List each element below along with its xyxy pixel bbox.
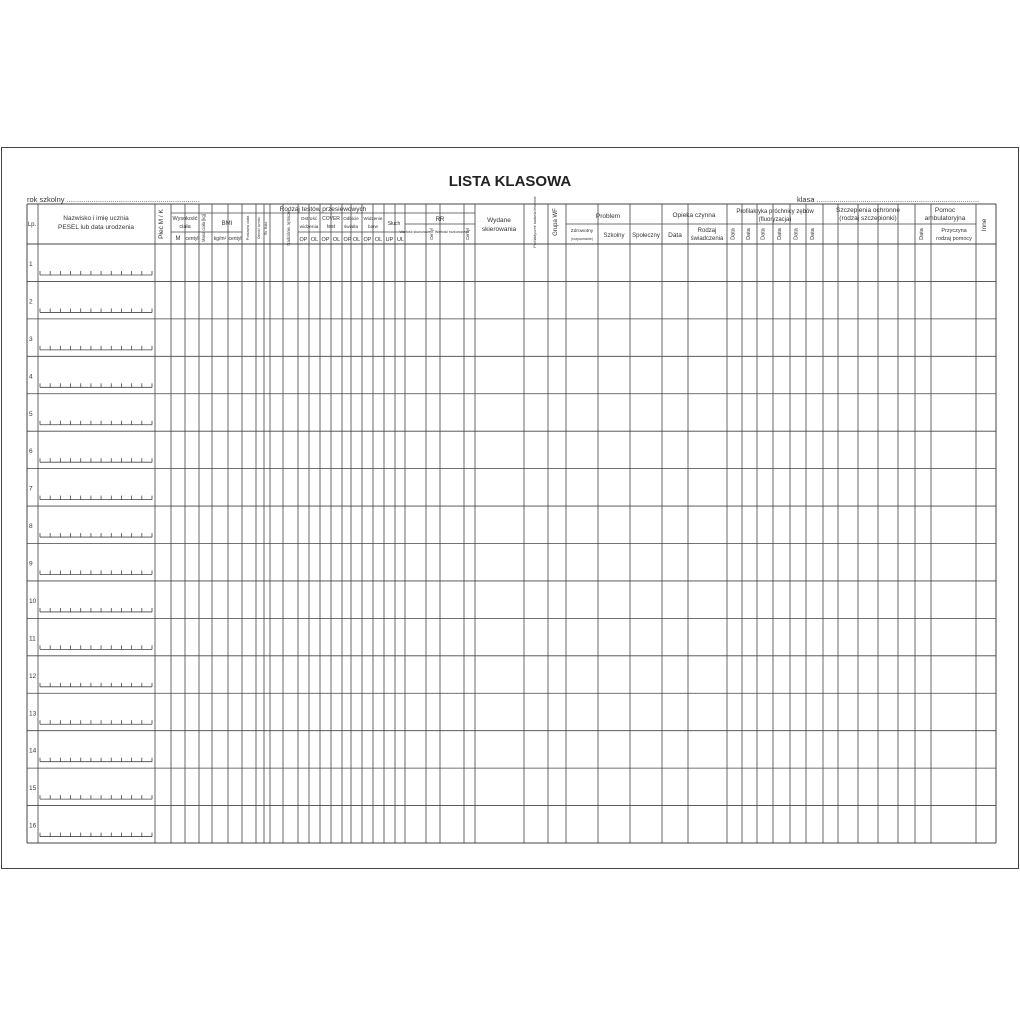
amb-header-line1: Pomoc [934,207,956,214]
rr-dia-header: Wartość rozkurczowe [434,230,470,234]
care-kind-line2: świadczenia [690,236,724,242]
other-header: Inne [981,218,988,232]
acuity-extra-header: Ostrość wzroku [257,217,261,239]
page-title: LISTA KLASOWA [448,173,572,190]
row-number-7: 7 [29,485,33,493]
hearing-header: Słuch [387,221,401,227]
row-number-5: 5 [29,410,33,418]
problem-health-line2: (rozpoznanie) [571,237,593,241]
vision-eye-label-4: OP [343,237,352,243]
row-number-8: 8 [29,523,33,531]
colors-header-line2: barw [368,224,378,229]
cover-header-line2: test [326,224,336,230]
vision-eye-label-5: OL [352,237,361,243]
care-header: Opieka czynna [672,212,716,219]
rr-header: RR [435,217,445,223]
vision-eye-label-8: UP [385,237,394,243]
vision-eye-label-9: UL [396,237,405,243]
acuity-header-line2: widzenia [299,225,319,230]
vacc-header-line2: (rodzaj szczepionki) [839,215,897,222]
care-kind-line1: Rodzaj [697,228,717,234]
vision-eye-label-6: OP [363,237,372,243]
amb-reason-line2: rodzaj pomocy [936,236,972,242]
dental-date-b-0: Data [746,228,752,240]
amb-header-line2: ambulatoryjna [924,215,966,222]
dental-header-line2: (fluoryzacja) [758,217,792,223]
vision-eye-label-2: OP [321,237,330,243]
row-number-10: 10 [29,597,37,605]
vision-eye-label-1: OL [310,237,319,243]
weight-header: Masa ciała [kg] [201,214,206,242]
hypertension-header: Nadciśnie. tętnicze [286,210,291,246]
bmi-centyl-header: centyl [228,236,242,242]
row-number-11: 11 [29,635,36,643]
pe-group-header: Grupa WF [553,208,559,236]
row-number-1: 1 [29,261,33,268]
sex-header: Płeć M / K [158,209,165,239]
problem-social-header: Społeczny [632,233,660,239]
bmi-kgm2-header: kg/m² [213,236,227,242]
vision-eye-label-7: OL [374,237,383,243]
problem-health-line1: Zdrowotny [570,229,594,234]
row-number-16: 16 [29,822,37,830]
school-year-label: rok szkolny ................................................................ [27,195,200,204]
colors-header-line1: Widzenie [363,216,383,221]
dental-date-0: Data [730,228,737,240]
rr-sys-header: Wartość skurczowe [399,230,431,234]
acuity-header-line1: Ostrość [300,217,318,222]
referrals-header-line2: skierowania [481,226,517,233]
prophylaxis-header: Profilaktyczne badania lekarskie [533,196,537,248]
height-centyl-header: centyl [185,236,199,242]
rr-dia-centyl-header: Centyl [465,228,470,240]
lp-header: Lp. [27,222,37,228]
dental-header-line1: Profilaktyka próchnicy zębów [736,209,814,215]
screening-group-header: Rodzaj testów przesiewowych [279,206,367,213]
cover-header-line1: COVER [322,216,340,222]
vacc-header-line1: Szczepienia ochronne [836,207,900,214]
dental-date-1: Data [760,228,767,240]
problem-header: Problem [595,213,621,220]
reflex-header-line2: światła [343,224,359,229]
referrals-header-line1: Wydane [487,217,511,224]
height-header-line1: Wysokość [172,216,198,222]
bmi-header: BMI [221,221,233,227]
care-date-header: Data [668,232,682,239]
rr-sys-centyl-header: Centyl [429,228,434,240]
row-number-4: 4 [29,373,33,381]
amb-date-header: Data [919,228,925,240]
row-number-6: 6 [29,448,33,456]
posture-header: Postawa ciała [245,215,250,241]
amb-reason-line1: Przyczyna [941,228,967,234]
row-number-2: 2 [29,298,33,306]
reflex-header-line1: Odbicie [343,216,359,221]
vision-eye-label-0: OP [299,237,308,243]
row-number-15: 15 [29,785,37,793]
dental-date-2: Data [793,228,800,240]
height-header-line2: ciała [179,224,191,230]
name-header-line2: PESEL lub data urodzenia [57,224,135,231]
row-number-3: 3 [29,335,33,343]
row-number-12: 12 [29,672,37,680]
dental-date-b-1: Data [777,228,783,240]
fold-header: Sk. tłusz. [264,220,268,236]
row-number-13: 13 [29,710,37,718]
name-header-line1: Nazwisko i imię ucznia [63,215,129,222]
vision-eye-label-3: OL [332,237,341,243]
class-label: klasa .............................................................................. [797,195,980,204]
row-number-9: 9 [29,560,33,568]
row-number-14: 14 [29,747,37,755]
dental-date-b-2: Data [810,228,816,240]
problem-school-header: Szkolny [603,233,625,239]
height-m-header: M [175,236,181,242]
